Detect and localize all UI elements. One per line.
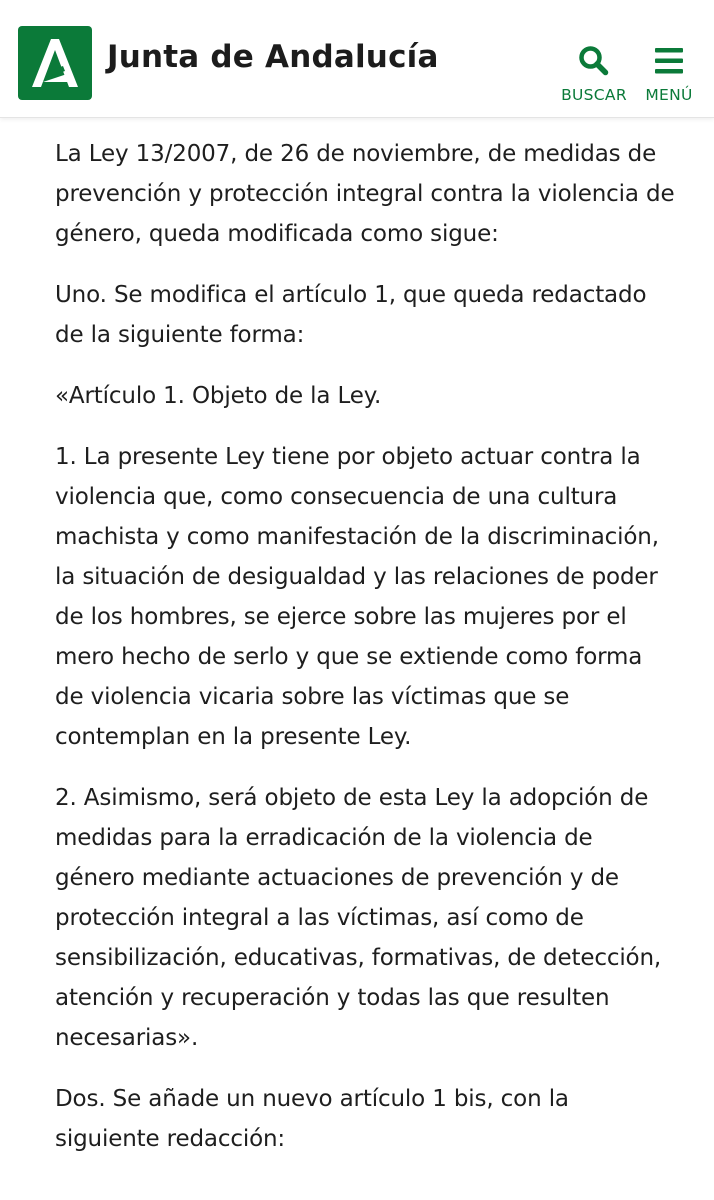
paragraph-article-1-heading: «Artículo 1. Objeto de la Ley.: [55, 383, 382, 409]
article-body: [55, 134, 675, 1180]
site-header: [0, 0, 714, 118]
junta-andalucia-logo[interactable]: [18, 26, 92, 100]
menu-button[interactable]: [631, 44, 707, 106]
hamburger-menu-icon: [652, 44, 686, 78]
paragraph-intro: La Ley 13/2007, de 26 de noviembre, de medidas de prevención y protección integral contra la violencia de género, queda modificada como sigue:: [55, 141, 675, 247]
paragraph-article-1-item-2: 2. Asimismo, será objeto de esta Ley la adopción de medidas para la erradicación de la violencia de género mediante actuaciones de prevención y de protección integral a las víctimas, así como de sensibilización, educativas, formativas, de detección, atención y recuperación y todas las que resulten necesarias».: [55, 785, 662, 1051]
logo-a-icon: [18, 26, 92, 100]
paragraph-dos: Dos. Se añade un nuevo artículo 1 bis, con la siguiente redacción:: [55, 1086, 569, 1152]
search-button[interactable]: [556, 44, 632, 106]
search-icon: [577, 44, 611, 78]
paragraph-uno: Uno. Se modifica el artículo 1, que queda redactado de la siguiente forma:: [55, 282, 647, 348]
paragraph-article-1-item-1: 1. La presente Ley tiene por objeto actuar contra la violencia que, como consecuencia de una cultura machista y como manifestación de la discriminación, la situación de desigualdad y las relaciones de poder de los hombres, se ejerce sobre las mujeres por el mero hecho de serlo y que se extiende como forma de violencia vicaria sobre las víctimas que se contemplan en la presente Ley.: [55, 444, 659, 750]
menu-label: MENÚ: [645, 86, 693, 104]
search-label: BUSCAR: [561, 86, 627, 104]
site-title[interactable]: Junta de Andalucía: [107, 39, 439, 75]
